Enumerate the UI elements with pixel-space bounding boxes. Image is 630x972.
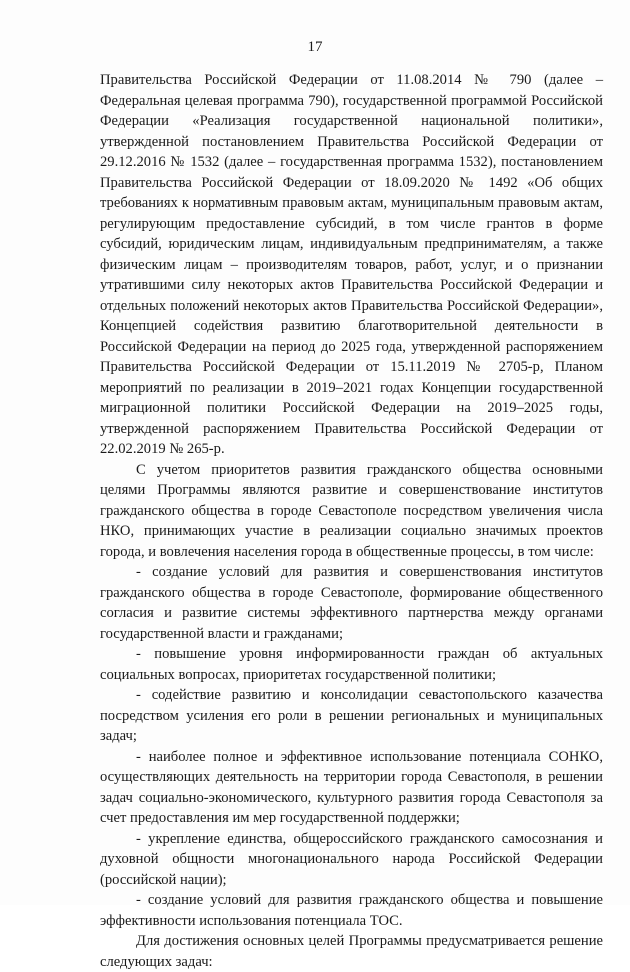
document-body — [100, 70, 603, 972]
page-number: 17 — [307, 39, 323, 55]
paragraph-goals: С учетом приоритетов развития гражданского общества основными целями Программы являются развитие и совершенствование институтов гражданского общества в городе Севастополе посредством увеличения числа НКО, принимающих участие в реализации социально значимых проектов города, и вовлечения населения города в общественные процессы, в том числе: — [100, 461, 603, 560]
list-item: - содействие развитию и консолидации севастопольского казачества посредством усиления его роли в решении региональных и муниципальных задач; — [100, 687, 603, 744]
paragraph-continuation: Правительства Российской Федерации от 11.08.2014 № 790 (далее – Федеральная целевая программа 790), государственной программой Российской Федерации «Реализация государственной национальной политики», утвержденной постановлением Правительства Российской Федерации от 29.12.2016 № 1532 (далее – государственная программа 1532), постановлением Правительства Российской Федерации от 18.09.2020 № 1492 «Об общих требованиях к нормативным правовым актам, муниципальным правовым актам, регулирующим предоставление субсидий, в том числе грантов в форме субсидий, юридическим лицам, индивидуальным предпринимателям, а также физическим лицам – производителям товаров, работ, услуг, и о признании утратившими силу некоторых актов Правительства Российской Федерации и отдельных положений некоторых актов Правительства Российской Федерации», Концепцией содействия развитию благотворительной деятельности в Российской Федерации на период до 2025 года, утвержденной распоряжением Правительства Российской Федерации от 15.11.2019 № 2705-р, Планом мероприятий по реализации в 2019–2021 годах Концепции государственной миграционной политики Российской Федерации на 2019–2025 годы, утвержденной распоряжением Правительства Российской Федерации от 22.02.2019 № 265-р. — [100, 72, 603, 457]
list-item: - укрепление единства, общероссийского гражданского самосознания и духовной общности многонационального народа Российской Федерации (российской нации); — [100, 830, 603, 888]
paragraph-tasks: Для достижения основных целей Программы предусматривается решение следующих задач: — [100, 933, 603, 970]
list-item: - повышение уровня информированности граждан об актуальных социальных вопросах, приоритетах государственной политики; — [100, 646, 603, 683]
list-item: - создание условий для развития и совершенствования институтов гражданского общества в городе Севастополе, формирование общественного согласия и развитие системы эффективного партнерства между органами государственной власти и гражданами; — [100, 564, 603, 642]
list-item: - создание условий для развития гражданского общества и повышение эффективности использования потенциала ТОС. — [100, 892, 603, 929]
list-item: - наиболее полное и эффективное использование потенциала СОНКО, осуществляющих деятельность на территории города Севастополя, в решении задач социально-экономического, культурного развития города Севастополя за счет предоставления им мер государственной поддержки; — [100, 748, 603, 826]
